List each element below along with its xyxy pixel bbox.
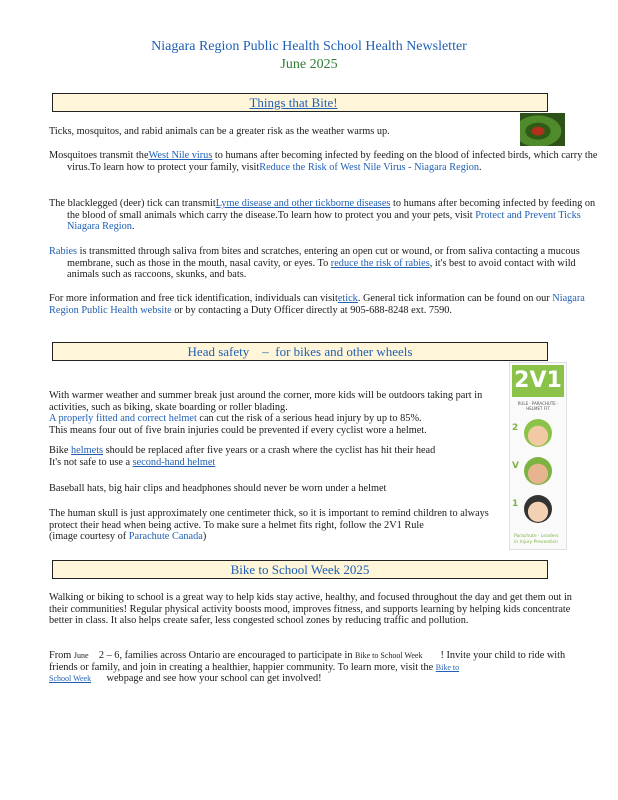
second-hand-helmet-link[interactable]: second-hand helmet (132, 456, 216, 468)
helmet-paragraph: With warmer weather and summer break just around the corner, more kids will be outdoors taking part in activities, such as biking, skate boarding or roller blading. A properly fitted and correct helmet can cut the risk of a serious head injury by up to 85%. This means four out of five brain injuries could be prevented if every cyclist wore a helmet. (49, 390, 483, 436)
section-banner-head-safety: Head safety – for bikes and other wheels (52, 342, 548, 361)
bike-school-paragraph: Walking or biking to school is a great way to help kids stay active, healthy, and focused throughout the day and get them out in their communities! Regular physical activity boosts mood, improves fitness, and supports learning by helping kids concentrate better in class. It also helps create safer, less congested school zones by reducing traffic and pollution. (49, 592, 572, 627)
bike-to-school-week-text: Bike to School Week (355, 651, 423, 660)
wnv-reduce-link[interactable]: Reduce the Risk of West Nile Virus - Niagara Region (259, 161, 480, 173)
poster-child-3 (524, 495, 552, 523)
lyme-link[interactable]: Lyme disease and other tickborne diseases (215, 198, 391, 209)
helmets-link[interactable]: helmets (71, 445, 104, 456)
skull-paragraph: The human skull is just approximately one centimeter thick, so it is important to remind children to always protect their head when being active. To make sure a helmet fits right, follow the 2V1 Rule (image courtesy of Parachute Canada) (49, 508, 489, 543)
wnv-link[interactable]: West Nile virus (148, 150, 213, 161)
poster-title: 2V1 (512, 365, 564, 397)
rabies-link[interactable]: Rabies (49, 246, 78, 257)
section-banner-bites (52, 93, 548, 112)
poster-child-2 (524, 457, 552, 485)
public-health-website-link[interactable]: Niagara Region Public Health website (49, 293, 585, 316)
bike-to-link[interactable]: Bike to (435, 662, 460, 672)
wnv-paragraph: Mosquitoes transmit theWest Nile virus to humans after becoming infected by feeding on the blood of infected birds, which carry the virus.To learn how to protect your family, visitReduce the Risk of West Nile Virus - Niagara Region. (49, 150, 598, 173)
rabies-paragraph: Rabies is transmitted through saliva from bites and scratches, entering an open cut or wound, or from saliva contacting a mucous membrane, such as those in the mouth, nasal cavity, or eyes. To reduce the risk of rabies, it's best to avoid contact with wild animals such as raccoons, skunks, and bats. (49, 246, 580, 281)
tick-photo (520, 113, 565, 146)
poster-tagline: RULE · PARACHUTE · HELMET FIT (517, 401, 559, 411)
tick-paragraph: The blacklegged (deer) tick can transmitLyme disease and other tickborne diseases to humans after becoming infected by feeding on the blood of small animals which carry the disease.To learn how to protect you and your pets, visit Protect and Prevent Ticks Niagara Region. (49, 198, 596, 233)
hats-paragraph: Baseball hats, big hair clips and headphones should never be worn under a helmet (49, 483, 387, 494)
helmet-replace-paragraph: Bike helmets should be replaced after five years or a crash where the cyclist has hit their head It's not safe to use a second-hand helmet (49, 445, 436, 468)
poster-child-1 (524, 419, 552, 447)
school-week-link[interactable]: School Week (49, 674, 92, 684)
info-paragraph: For more information and free tick identification, individuals can visitetick. General tick information can be found on our Niagara Region Public Health website or by contacting a Duty Officer directly at 905-688-8248 ext. 7590. (49, 293, 585, 316)
etick-link[interactable]: etick (337, 293, 358, 304)
bites-intro: Ticks, mosquitos, and rabid animals can be a greater risk as the weather warms up. (49, 126, 390, 137)
section-banner-bike-school: Bike to School Week 2025 (52, 560, 548, 579)
niagara-region-link[interactable]: Niagara Region (67, 221, 132, 233)
parachute-link[interactable]: Parachute Canada (128, 531, 203, 543)
newsletter-title: Niagara Region Public Health School Health Newsletter (151, 39, 467, 54)
protect-ticks-link[interactable]: Protect and Prevent Ticks (475, 209, 581, 221)
section-title-bites: Things that Bite! (249, 95, 338, 110)
2v1-rule-poster: 2V1 RULE · PARACHUTE · HELMET FIT 2 V 1 Parachute · Leaders in Injury Prevention (509, 362, 567, 550)
reduce-rabies-link[interactable]: reduce the risk of rabies (330, 257, 430, 269)
newsletter-date: June 2025 (280, 57, 338, 72)
bike-school-dates-paragraph: From June 2 – 6, families across Ontario are encouraged to participate in Bike to School Week ! Invite your child to ride with friends or family, and join in creating a healthier, happier community. To learn more, visit the Bike to School Week webpage and see how your school can get involved! (49, 650, 566, 685)
helmet-fit-link[interactable]: A properly fitted and correct helmet (49, 413, 197, 425)
poster-footer: Parachute · Leaders in Injury Prevention (514, 534, 559, 545)
